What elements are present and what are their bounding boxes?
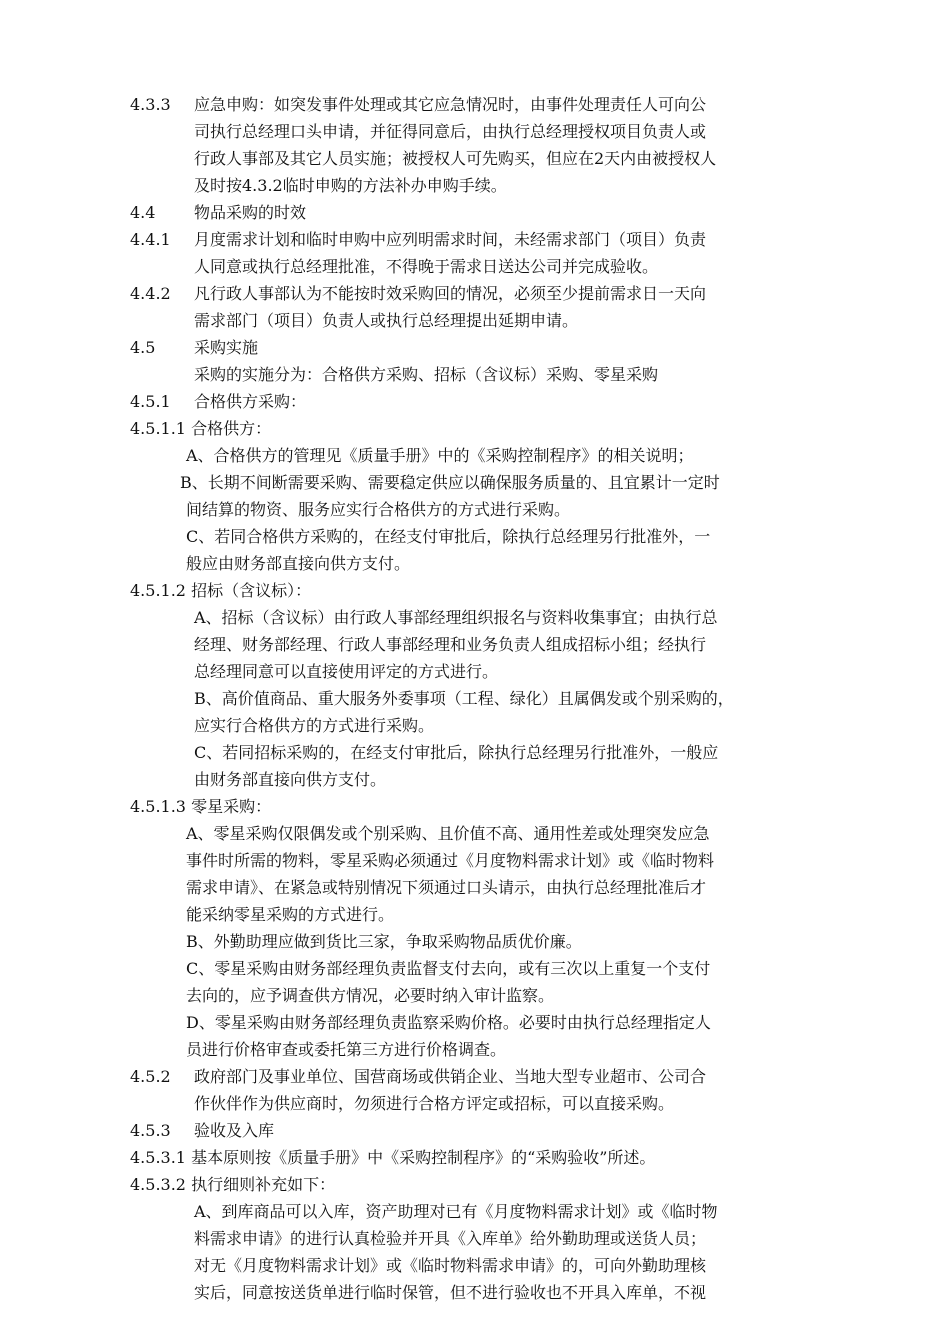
clause-4-5-3-1: 4.5.3.1 基本原则按《质量手册》中《采购控制程序》的“采购验收”所述。 xyxy=(130,1148,656,1167)
clause-4-5-1-3-item-d-line-2: 员进行价格审查或委托第三方进行价格调查。 xyxy=(186,1040,507,1059)
clause-4-4-1-line-1: 4.4.1 月度需求计划和临时申购中应列明需求时间，未经需求部门（项目）负责 xyxy=(130,226,706,253)
clause-4-5-1-2-item-a-line-1: A、招标（含议标）由行政人事部经理组织报名与资料收集事宜；由执行总 xyxy=(194,608,718,627)
clause-4-5-1-2-item-a-line-3: 总经理同意可以直接使用评定的方式进行。 xyxy=(194,662,499,681)
clause-4-5-1-3-item-c-line-2: 去向的，应予调查供方情况，必要时纳入审计监察。 xyxy=(186,986,555,1005)
clause-4-5-3-2-heading: 4.5.3.2 执行细则补充如下： xyxy=(130,1175,336,1194)
clause-4-3-3-line-4: 及时按4.3.2临时申购的方法补办申购手续。 xyxy=(194,176,507,195)
clause-4-3-3-line-3: 行政人事部及其它人员实施；被授权人可先购买，但应在2天内由被授权人 xyxy=(194,149,717,168)
clause-4-5-1-2-item-b-line-2: 应实行合格供方的方式进行采购。 xyxy=(194,716,435,735)
clause-4-5-3-2-item-a-line-4: 实后，同意按送货单进行临时保管，但不进行验收也不开具入库单，不视 xyxy=(194,1283,707,1302)
clause-4-5-3-heading: 4.5.3 验收及入库 xyxy=(130,1117,274,1144)
clause-4-3-3-line-2: 司执行总经理口头申请，并征得同意后，由执行总经理授权项目负责人或 xyxy=(194,122,707,141)
clause-4-5-1-3-item-a-line-3: 需求申请》、在紧急或特别情况下须通过口头请示，由执行总经理批准后才 xyxy=(186,878,707,897)
clause-4-5-1-heading: 4.5.1 合格供方采购： xyxy=(130,388,306,415)
clause-4-5-1-1-item-a: A、合格供方的管理见《质量手册》中的《采购控制程序》的相关说明； xyxy=(186,446,694,465)
clause-4-5-1-1-heading: 4.5.1.1 合格供方： xyxy=(130,419,272,438)
clause-4-5-1-3-item-a-line-2: 事件时所需的物料，零星采购必须通过《月度物料需求计划》或《临时物料 xyxy=(186,851,715,870)
clause-4-4-1-line-2: 人同意或执行总经理批准，不得晚于需求日送达公司并完成验收。 xyxy=(194,257,659,276)
clause-4-5-2-line-1: 4.5.2 政府部门及事业单位、国营商场或供销企业、当地大型专业超市、公司合 xyxy=(130,1063,706,1090)
clause-4-5-1-2-item-c-line-1: C、若同招标采购的，在经支付审批后，除执行总经理另行批准外，一般应 xyxy=(194,743,719,762)
clause-4-5-1-1-item-c-line-1: C、若同合格供方采购的，在经支付审批后，除执行总经理另行批准外，一 xyxy=(186,527,711,546)
clause-4-5-1-3-item-a-line-1: A、零星采购仅限偶发或个别采购、且价值不高、通用性差或处理突发应急 xyxy=(186,824,710,843)
clause-4-5-1-3-item-d-line-1: D、零星采购由财务部经理负责监察采购价格。必要时由执行总经理指定人 xyxy=(186,1013,711,1032)
clause-4-5-1-2-item-b-line-1: B、高价值商品、重大服务外委事项（工程、绿化）且属偶发或个别采购的， xyxy=(194,689,734,708)
section-4-5-intro: 采购的实施分为：合格供方采购、招标（含议标）采购、零星采购 xyxy=(194,365,659,384)
section-4-4-heading: 4.4 物品采购的时效 xyxy=(130,199,306,226)
clause-number: 4.5 xyxy=(130,338,156,357)
clause-4-5-2-line-2: 作伙伴作为供应商时，勿须进行合格方评定或招标，可以直接采购。 xyxy=(194,1094,675,1113)
clause-4-5-3-2-item-a-line-3: 对无《月度物料需求计划》或《临时物料需求申请》的，可向外勤助理核 xyxy=(194,1256,707,1275)
clause-4-3-3-line-1: 4.3.3 应急申购：如突发事件处理或其它应急情况时，由事件处理责任人可向公 xyxy=(130,91,706,118)
clause-4-5-3-2-item-a-line-1: A、到库商品可以入库，资产助理对已有《月度物料需求计划》或《临时物 xyxy=(194,1202,718,1221)
clause-number: 4.4 xyxy=(130,203,156,222)
clause-4-4-2-line-2: 需求部门（项目）负责人或执行总经理提出延期申请。 xyxy=(194,311,579,330)
clause-4-5-1-3-item-c-line-1: C、零星采购由财务部经理负责监督支付去向，或有三次以上重复一个支付 xyxy=(186,959,711,978)
clause-4-5-1-3-item-a-line-4: 能采纳零星采购的方式进行。 xyxy=(186,905,395,924)
clause-4-5-1-2-item-c-line-2: 由财务部直接向供方支付。 xyxy=(194,770,387,789)
clause-number: 4.4.1 xyxy=(130,230,171,249)
clause-4-5-1-1-item-b-line-2: 间结算的物资、服务应实行合格供方的方式进行采购。 xyxy=(186,500,571,519)
clause-4-4-2-line-1: 4.4.2 凡行政人事部认为不能按时效采购回的情况，必须至少提前需求日一天向 xyxy=(130,280,706,307)
clause-4-5-3-2-item-a-line-2: 料需求申请》的进行认真检验并开具《入库单》给外勤助理或送货人员； xyxy=(194,1229,707,1248)
clause-number: 4.5.2 xyxy=(130,1067,171,1086)
clause-number: 4.5.1 xyxy=(130,392,171,411)
clause-number: 4.5.3 xyxy=(130,1121,171,1140)
clause-4-5-1-3-item-b: B、外勤助理应做到货比三家，争取采购物品质优价廉。 xyxy=(186,932,582,951)
clause-4-5-1-1-item-b-line-1: B、长期不间断需要采购、需要稳定供应以确保服务质量的、且宜累计一定时 xyxy=(180,473,720,492)
clause-4-5-1-3-heading: 4.5.1.3 零星采购： xyxy=(130,797,272,816)
clause-4-5-1-2-heading: 4.5.1.2 招标（含议标）： xyxy=(130,581,312,600)
clause-4-5-1-1-item-c-line-2: 般应由财务部直接向供方支付。 xyxy=(186,554,411,573)
clause-number: 4.4.2 xyxy=(130,284,171,303)
clause-4-5-1-2-item-a-line-2: 经理、财务部经理、行政人事部经理和业务负责人组成招标小组；经执行 xyxy=(194,635,707,654)
section-4-5-heading: 4.5 采购实施 xyxy=(130,334,258,361)
clause-number: 4.3.3 xyxy=(130,95,171,114)
